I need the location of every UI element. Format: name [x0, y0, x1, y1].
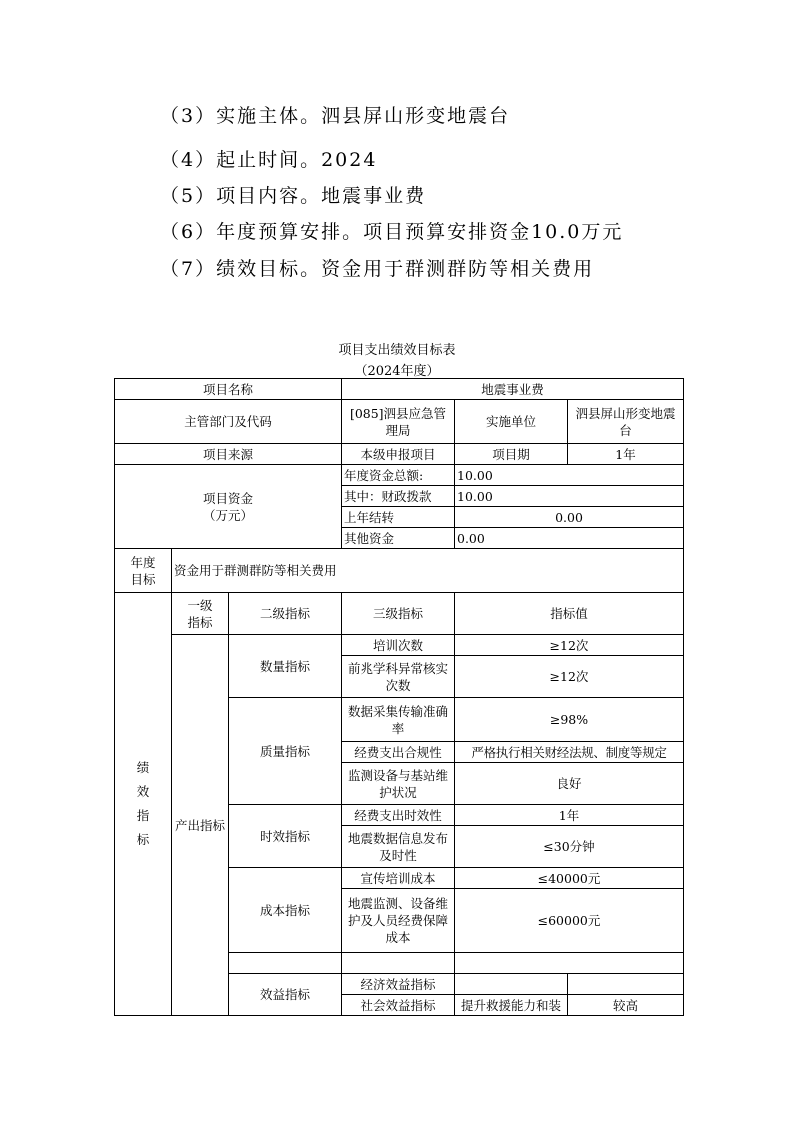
paragraph-period: （4）起止时间。2024 [160, 149, 378, 171]
timeliness-label: 时效指标 [229, 805, 342, 868]
funds-fiscal-value: 10.00 [455, 486, 684, 507]
empty-cell [342, 953, 455, 974]
performance-table [114, 378, 684, 1016]
table-title: 项目支出绩效目标表 [338, 343, 456, 358]
timeliness-value: ≤30分钟 [455, 826, 684, 868]
header-level2: 二级指标 [229, 593, 342, 635]
funds-total-value: 10.00 [455, 465, 684, 486]
header-level1: 一级 指标 [172, 593, 229, 635]
funds-total-label: 年度资金总额: [342, 465, 455, 486]
paragraph-content: （5）项目内容。地震事业费 [160, 185, 427, 207]
table-subtitle: （2024年度） [354, 364, 440, 379]
cost-value: ≤40000元 [455, 868, 684, 889]
quality-indicator: 数据采集传输准确率 [342, 698, 455, 742]
empty-cell [229, 953, 342, 974]
table-row [115, 379, 684, 400]
output-label: 产出指标 [172, 635, 229, 1016]
timeliness-value: 1年 [455, 805, 684, 826]
quantity-value: ≥12次 [455, 656, 684, 698]
quantity-indicator: 前兆学科异常核实次数 [342, 656, 455, 698]
cost-indicator: 地震监测、设备维护及人员经费保障成本 [342, 889, 455, 953]
impl-unit-label: 实施单位 [455, 400, 568, 444]
social-benefit-label: 社会效益指标 [342, 995, 455, 1016]
quality-label: 质量指标 [229, 698, 342, 805]
period-label: 项目期 [455, 444, 568, 465]
timeliness-indicator: 经费支出时效性 [342, 805, 455, 826]
table-row [115, 444, 684, 465]
quantity-value: ≥12次 [455, 635, 684, 656]
cost-value: ≤60000元 [455, 889, 684, 953]
table-row [115, 549, 684, 593]
project-name: 地震事业费 [342, 379, 684, 400]
social-indicator: 提升救援能力和装 [455, 995, 568, 1016]
empty-cell [455, 953, 684, 974]
empty-cell [568, 974, 684, 995]
header-value: 指标值 [455, 593, 684, 635]
annual-goal: 资金用于群测群防等相关费用 [172, 549, 684, 593]
quality-value: 良好 [455, 763, 684, 805]
paragraph-implementer: （3）实施主体。泗县屏山形变地震台 [160, 105, 511, 127]
paragraph-budget: （6）年度预算安排。项目预算安排资金10.0万元 [160, 221, 624, 243]
dept-label: 主管部门及代码 [115, 400, 342, 444]
cost-label: 成本指标 [229, 868, 342, 953]
table-row [115, 465, 684, 486]
quantity-indicator: 培训次数 [342, 635, 455, 656]
source-label: 项目来源 [115, 444, 342, 465]
economic-benefit-label: 经济效益指标 [342, 974, 455, 995]
annual-goal-label: 年度 目标 [115, 549, 172, 593]
paragraph-goal: （7）绩效目标。资金用于群测群防等相关费用 [160, 258, 595, 280]
benefit-label: 效益指标 [229, 974, 342, 1016]
period: 1年 [568, 444, 684, 465]
table-row [115, 400, 684, 444]
quality-indicator: 经费支出合规性 [342, 742, 455, 763]
timeliness-indicator: 地震数据信息发布及时性 [342, 826, 455, 868]
impl-unit: 泗县屏山形变地震台 [568, 400, 684, 444]
table-row [115, 593, 684, 635]
funds-carryover-label: 上年结转 [342, 507, 455, 528]
social-value: 较高 [568, 995, 684, 1016]
cost-indicator: 宣传培训成本 [342, 868, 455, 889]
empty-cell [455, 974, 568, 995]
funds-fiscal-label: 其中：财政拨款 [342, 486, 455, 507]
funds-other-value: 0.00 [455, 528, 684, 549]
dept: [085]泗县应急管理局 [342, 400, 455, 444]
funds-carryover-value: 0.00 [455, 507, 684, 528]
funds-other-label: 其他资金 [342, 528, 455, 549]
header-level3: 三级指标 [342, 593, 455, 635]
project-name-label: 项目名称 [115, 379, 342, 400]
table-row [115, 635, 684, 656]
source: 本级申报项目 [342, 444, 455, 465]
quality-value: 严格执行相关财经法规、制度等规定 [455, 742, 684, 763]
indicators-label: 绩 效 指 标 [115, 593, 172, 1016]
quality-value: ≥98% [455, 698, 684, 742]
funds-label: 项目资金 （万元） [115, 465, 342, 549]
quantity-label: 数量指标 [229, 635, 342, 698]
quality-indicator: 监测设备与基站维护状况 [342, 763, 455, 805]
